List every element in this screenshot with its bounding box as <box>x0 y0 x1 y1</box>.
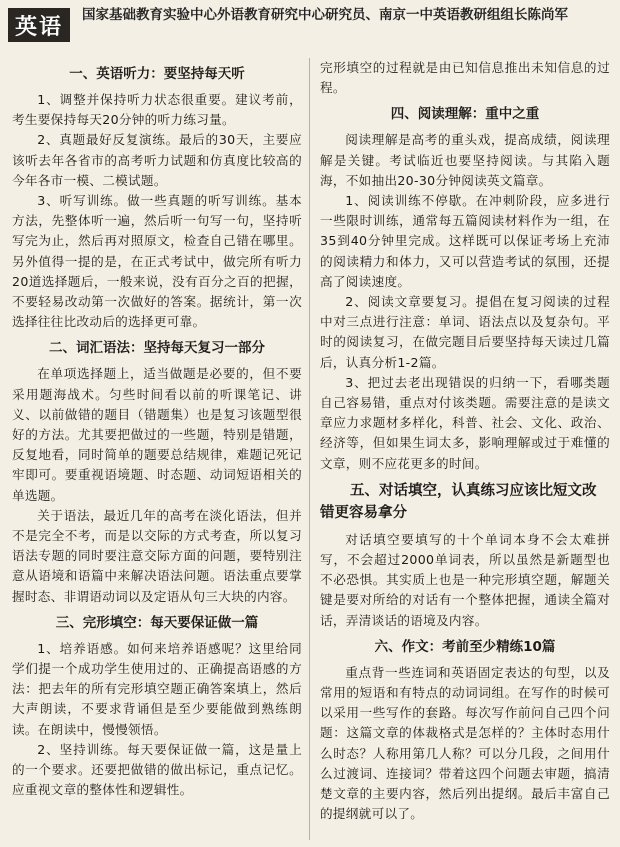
section-5-paragraph: 对话填空要填写的十个单词本身不会太难拼写，不会超过2000单词表，所以虽然是新题型也不必恐惧。其实质上也是一种完形填空题，解题关键是要对所给的对话有一个整体把握，通读全篇对话，弄清谈话的语境及内容。 <box>320 531 610 628</box>
section-4-title: 四、阅读理解：重中之重 <box>390 106 540 123</box>
article-header <box>0 0 620 46</box>
section-3-paragraph: 1、培养语感。如何来培养语感呢？这里给同学们提一个成功学生使用过的、正确提高语感的方法：把去年的所有完形填空题正确答案填上，然后大声朗读，不要求背诵但是至少要能做到熟练朗读。在朗读中，慢慢领悟。 <box>12 640 302 737</box>
subject-label: 英语 <box>8 8 70 42</box>
section-3-continuation: 完形填空的过程就是由已知信息推出未知信息的过程。 <box>320 60 610 96</box>
section-4-paragraph: 阅读理解是高考的重头戏，提高成绩，阅读理解是关键。考试临近也要坚持阅读。与其陷入题海，不如抽出20-30分钟阅读英文篇章。 <box>320 132 610 188</box>
section-4-paragraph: 1、阅读训练不停歇。在冲刺阶段，应多进行一些限时训练，通常每五篇阅读材料作为一组，在35到40分钟里完成。这样既可以保证考场上充沛的阅读精力和体力，又可以营造考试的氛围，还提高了阅读速度。 <box>320 193 610 289</box>
section-6-paragraph: 重点背一些连词和英语固定表达的句型，以及常用的短语和有特点的动词词组。在写作的时候可以采用一些写作的套路。每次写作前问自己四个问题：这篇文章的体裁格式是怎样的？主体时态用什么时态？人称用第几人称？可以分几段，之间用什么过渡词、连接词？带着这四个问题去审题，搞清楚文章的主要内容，然后列出提纲。最后丰富自己的提纲就可以了。 <box>320 664 610 822</box>
section-2-title: 二、词汇语法：坚持每天复习一部分 <box>49 340 265 357</box>
section-6-title: 六、作文：考前至少精练10篇 <box>374 638 556 655</box>
section-1-paragraph: 2、真题最好反复演练。最后的30天，主要应该听去年各省市的高考听力试题和仿真度比较高的今年各市一模、二模试题。 <box>12 132 302 188</box>
section-1-paragraph: 3、听写训练。做一些真题的听写训练。基本方法，先整体听一遍，然后听一句写一句，坚持听写完为止，然后再对照原文，检查自己错在哪里。另外值得一提的是，在正式考试中，做完所有听力20道选择题后，一般来说，没有百分之百的把握，不要轻易改动第一次做好的答案。据统计，第一次选择往往比改动后的选择更可靠。 <box>12 193 302 330</box>
section-3-title: 三、完形填空：每天要保证做一篇 <box>55 614 259 631</box>
left-column <box>12 58 302 844</box>
section-2-paragraph: 关于语法，最近几年的高考在淡化语法，但并不是完全不考，而是以交际的方式考查，所以复习语法专题的同时要注意交际方面的问题，要特别注意从语境和语篇中来解决语法问题。语法重点要掌握时态、非谓语动词以及定语从句三大块的内容。 <box>12 507 302 604</box>
section-2-paragraph: 在单项选择题上，适当做题是必要的，但不要采用题海战术。匀些时间看以前的听课笔记、讲义、以前做错的题目（错题集）也是复习该题型很好的方法。尤其要把做过的一些题，特别是错题，反复地看，同时简单的题要总结规律，难题记死记牢即可。要重视语境题、时态题、动词短语相关的单选题。 <box>12 366 302 503</box>
author-byline: 国家基础教育实验中心外语教育研究中心研究员、南京一中英语教研组组长陈尚军 <box>82 7 568 23</box>
section-5-title: 五、对话填空，认真练习应该比短文改错更容易拿分 <box>320 482 597 521</box>
section-3-paragraph: 2、坚持训练。每天要保证做一篇，这是量上的一个要求。还要把做错的做出标记，重点记忆。应重视文章的整体性和逻辑性。 <box>12 741 302 798</box>
right-column <box>320 58 610 844</box>
section-4-paragraph: 3、把过去老出现错误的归纳一下，看哪类题自己容易错，重点对付该类题。需要注意的是读文章应力求题材多样化，科普、社会、文化、政治、经济等，但如果生词太多，影响理解或过于难懂的文章，则不应花更多的时间。 <box>320 374 610 471</box>
section-1-title: 一、英语听力：要坚持每天听 <box>69 66 245 82</box>
section-1-paragraph: 1、调整并保持听力状态很重要。建议考前，考生要保持每天20分钟的听力练习量。 <box>12 92 302 128</box>
column-divider <box>309 58 310 840</box>
section-4-paragraph: 2、阅读文章要复习。提倡在复习阅读的过程中对三点进行注意：单词、语法点以及复杂句。平时的阅读复习，在做完题目后要坚持每天读过几篇后，认真分析1-2篇。 <box>320 294 610 370</box>
